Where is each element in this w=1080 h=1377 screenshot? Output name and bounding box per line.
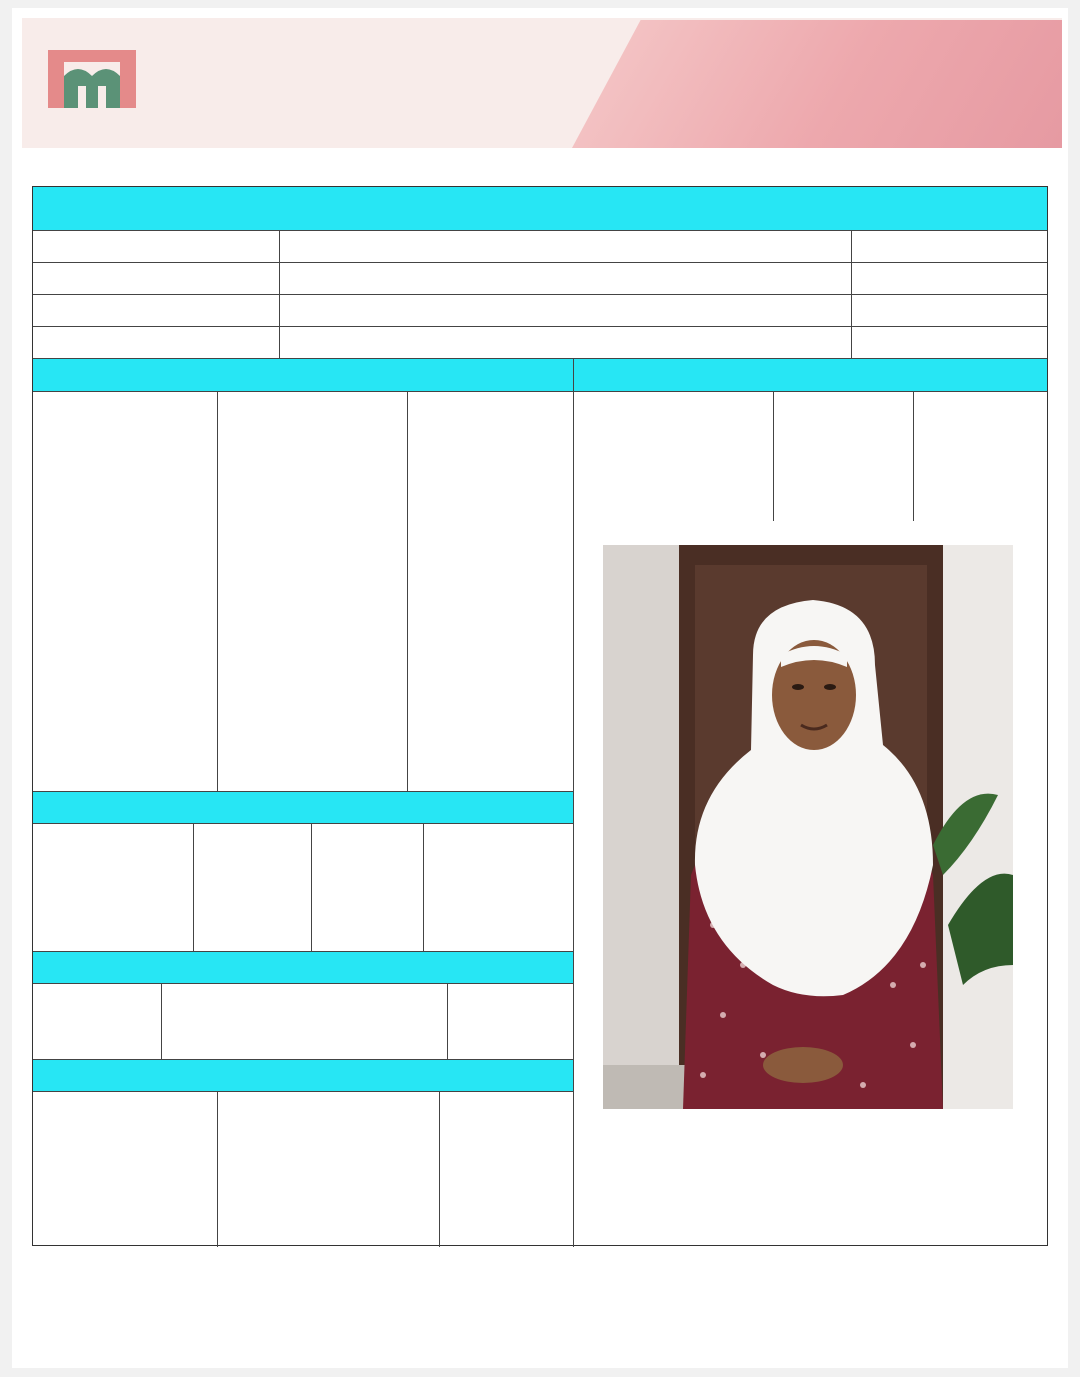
languages-header-band [33,792,573,823]
banner-decoration [572,20,1062,148]
form-title-band [33,187,1047,230]
application-page [12,8,1068,1368]
applicant-photo [603,545,1013,1109]
application-form [32,186,1048,1246]
previous-employment-header-band [33,952,573,983]
company-logo-icon [46,46,138,112]
passport-header-band [574,359,1047,391]
applicant-header-band [33,359,573,391]
work-experience-header-band [33,1060,573,1091]
